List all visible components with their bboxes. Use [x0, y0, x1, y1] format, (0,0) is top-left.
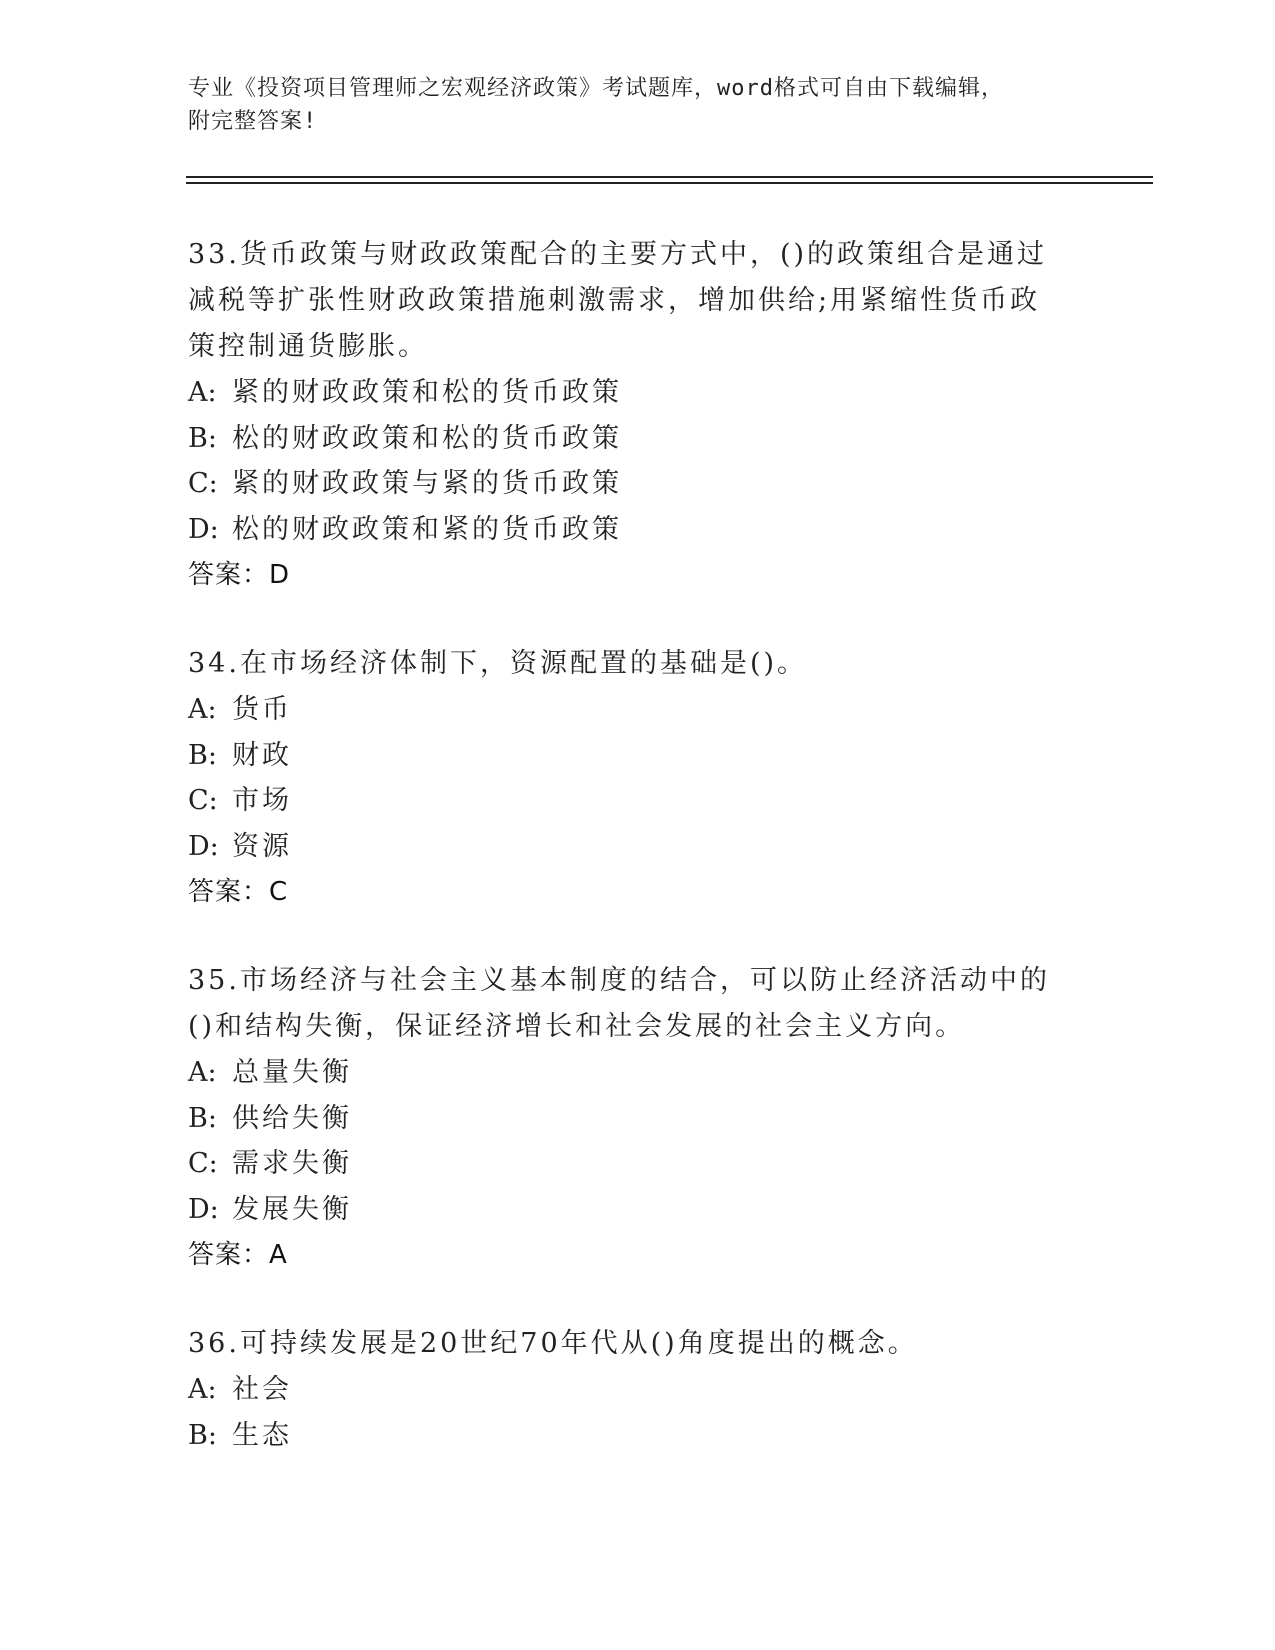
- option-text: 总量失衡: [232, 1057, 352, 1088]
- option-key: D:: [188, 513, 219, 545]
- option-a: [188, 1050, 1068, 1096]
- option-d: [188, 1187, 1068, 1233]
- option-text: 市场: [232, 785, 292, 816]
- option-text: 紧的财政政策和松的货币政策: [232, 377, 622, 408]
- question-stem: 35.市场经济与社会主义基本制度的结合，可以防止经济活动中的()和结构失衡，保证经济增长和社会发展的社会主义方向。: [188, 965, 1050, 1042]
- option-text: 社会: [232, 1374, 292, 1405]
- option-key: B:: [188, 1419, 217, 1451]
- option-key: D:: [188, 1193, 219, 1225]
- option-key: C:: [188, 785, 218, 816]
- option-text: 财政: [232, 739, 292, 771]
- option-b: [188, 1413, 1068, 1459]
- option-key: A:: [188, 1057, 217, 1088]
- answer-line: 答案：C: [188, 877, 289, 907]
- option-c: [188, 1141, 1068, 1187]
- option-text: 需求失衡: [232, 1148, 352, 1179]
- option-c: [188, 461, 1068, 507]
- option-text: 生态: [232, 1419, 292, 1451]
- option-b: [188, 733, 1068, 779]
- option-key: D:: [188, 830, 219, 862]
- question-list: [188, 232, 1068, 1501]
- header-divider-top: [186, 176, 1153, 178]
- option-a: [188, 1367, 1068, 1413]
- option-key: B:: [188, 422, 217, 454]
- option-text: 发展失衡: [232, 1193, 352, 1225]
- question-33: [188, 232, 1068, 598]
- option-key: A:: [188, 377, 217, 408]
- option-text: 货币: [232, 694, 292, 725]
- answer-line: 答案：A: [188, 1240, 288, 1270]
- question-34: [188, 641, 1068, 915]
- option-key: C:: [188, 1148, 218, 1179]
- option-a: [188, 687, 1068, 733]
- option-b: [188, 1096, 1068, 1142]
- header-line-1: 专业《投资项目管理师之宏观经济政策》考试题库，word格式可自由下载编辑，: [188, 76, 1004, 101]
- option-key: B:: [188, 1102, 217, 1134]
- option-b: [188, 416, 1068, 462]
- option-key: C:: [188, 468, 218, 499]
- question-stem: 36.可持续发展是20世纪70年代从()角度提出的概念。: [188, 1328, 918, 1359]
- question-35: [188, 958, 1068, 1278]
- question-stem: 34.在市场经济体制下，资源配置的基础是()。: [188, 648, 808, 679]
- header-line-2: 附完整答案!: [188, 109, 318, 134]
- document-header: [188, 72, 1068, 138]
- option-text: 紧的财政政策与紧的货币政策: [232, 468, 622, 499]
- header-divider-bottom: [186, 182, 1153, 184]
- option-text: 资源: [232, 830, 292, 862]
- option-c: [188, 778, 1068, 824]
- option-d: [188, 507, 1068, 553]
- option-text: 松的财政政策和紧的货币政策: [232, 513, 622, 545]
- option-d: [188, 824, 1068, 870]
- option-text: 松的财政政策和松的货币政策: [232, 422, 622, 454]
- option-text: 供给失衡: [232, 1102, 352, 1134]
- option-key: B:: [188, 739, 217, 771]
- option-key: A:: [188, 1374, 217, 1405]
- question-36: [188, 1321, 1068, 1458]
- option-a: [188, 370, 1068, 416]
- answer-line: 答案：D: [188, 560, 291, 590]
- option-key: A:: [188, 694, 217, 725]
- question-stem: 33.货币政策与财政政策配合的主要方式中，()的政策组合是通过减税等扩张性财政政策措施刺激需求，增加供给;用紧缩性货币政策控制通货膨胀。: [188, 239, 1048, 362]
